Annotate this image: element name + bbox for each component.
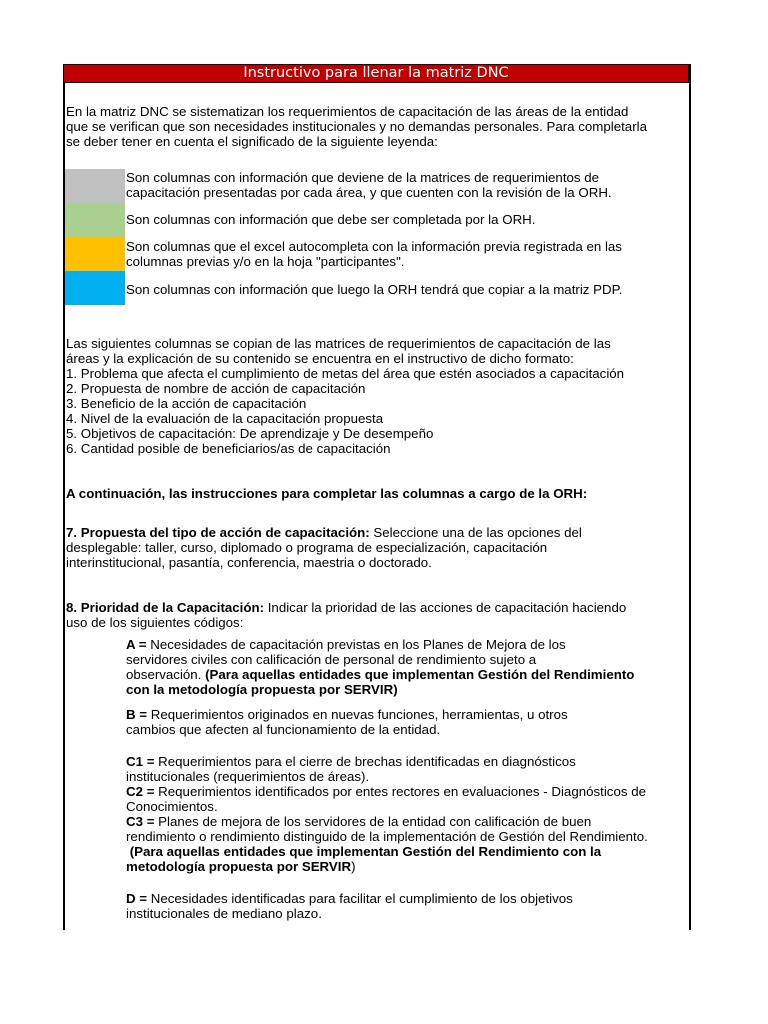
code-a-label: A =	[126, 637, 147, 652]
code-a-note: (Para aquellas entidades que implementan Gestión del Rendimiento	[205, 667, 635, 682]
item7-line: interinstitucional, pasantía, conferencia, maestria o doctorado.	[66, 555, 432, 570]
legend-text: Son columnas con información que luego la ORH tendrá que copiar a la matriz PDP.	[126, 282, 623, 297]
copied-intro-line: áreas y la explicación de su contenido se encuentra en el instructivo de dicho formato:	[66, 351, 574, 366]
legend-text: Son columnas que el excel autocompleta con la información previa registrada en las	[126, 239, 622, 254]
code-a-text: observación.	[126, 667, 206, 682]
code-c3-note: metodología propuesta por SERVIR	[126, 859, 352, 874]
item7-line: desplegable: taller, curso, diplomado o programa de especialización, capacitación	[66, 540, 548, 555]
orh-heading-text: A continuación, las instrucciones para completar las columnas a cargo de la ORH:	[66, 486, 588, 501]
page-title: Instructivo para llenar la matriz DNC	[63, 64, 689, 83]
copied-intro-line: Las siguientes columnas se copian de las matrices de requerimientos de capacitación de las	[66, 336, 611, 351]
code-c3-line	[126, 844, 601, 859]
item7-title: 7. Propuesta del tipo de acción de capacitación:	[66, 525, 370, 540]
code-c1-text: Requerimientos para el cierre de brechas identificadas en diagnósticos	[154, 754, 576, 769]
legend-text: Son columnas con información que deviene de la matrices de requerimientos de	[126, 170, 600, 185]
copied-item: 6. Cantidad posible de beneficiarios/as de capacitación	[66, 441, 391, 456]
code-d-text: Necesidades identificadas para facilitar el cumplimiento de los objetivos	[147, 891, 573, 906]
code-c3-label: C3 =	[126, 814, 155, 829]
code-c2-line	[126, 784, 646, 799]
legend-swatch-green	[65, 203, 125, 237]
code-b-text: Requerimientos originados en nuevas funciones, herramientas, u otros	[147, 707, 568, 722]
legend-text: columnas previas y/o en la hoja "participantes".	[126, 254, 405, 269]
code-c2-line: Conocimientos.	[126, 799, 218, 814]
code-d-label: D =	[126, 891, 148, 906]
item8-title: 8. Prioridad de la Capacitación:	[66, 600, 265, 615]
code-d-line: institucionales de mediano plazo.	[126, 906, 322, 921]
code-c3-text: Planes de mejora de los servidores de la entidad con calificación de buen	[154, 814, 592, 829]
code-c3-line: rendimiento o rendimiento distinguido de la implementación de Gestión del Rendimiento.	[126, 829, 648, 844]
item7-line	[66, 525, 582, 540]
intro-line: se deber tener en cuenta el significado de la siguiente leyenda:	[66, 134, 438, 149]
intro-line: En la matriz DNC se sistematizan los requerimientos de capacitación de las áreas de la entidad	[66, 104, 629, 119]
code-c2-label: C2 =	[126, 784, 155, 799]
code-c1-line	[126, 754, 576, 769]
legend-swatch-blue	[65, 271, 125, 305]
code-a-line	[126, 682, 398, 697]
code-c3-line	[126, 859, 356, 874]
item8-line	[66, 600, 626, 615]
copied-item: 4. Nivel de la evaluación de la capacitación propuesta	[66, 411, 384, 426]
code-c2-text: Requerimientos identificados por entes rectores en evaluaciones - Diagnósticos de	[154, 784, 646, 799]
item8-text: Indicar la prioridad de las acciones de capacitación haciendo	[264, 600, 627, 615]
legend-text: Son columnas con información que debe ser completada por la ORH.	[126, 212, 536, 227]
code-a-line: servidores civiles con calificación de personal de rendimiento sujeto a	[126, 652, 537, 667]
copied-item: 1. Problema que afecta el cumplimiento de metas del área que estén asociados a capacitación	[66, 366, 625, 381]
code-c3-note: (Para aquellas entidades que implementan Gestión del Rendimiento con la	[129, 844, 602, 859]
code-b-line: cambios que afecten al funcionamiento de la entidad.	[126, 722, 441, 737]
item8-line: uso de los siguientes códigos:	[66, 615, 244, 630]
copied-item: 5. Objetivos de capacitación: De aprendizaje y De desempeño	[66, 426, 434, 441]
code-b-label: B =	[126, 707, 148, 722]
copied-item: 3. Beneficio de la acción de capacitación	[66, 396, 307, 411]
orh-heading	[66, 486, 587, 501]
code-a-note: con la metodología propuesta por SERVIR)	[126, 682, 398, 697]
code-b-line	[126, 707, 568, 722]
legend-swatch-gray	[65, 169, 125, 203]
copied-item: 2. Propuesta de nombre de acción de capacitación	[66, 381, 366, 396]
code-d-line	[126, 891, 573, 906]
code-a-text: Necesidades de capacitación previstas en los Planes de Mejora de los	[146, 637, 566, 652]
intro-line: que se verifican que son necesidades institucionales y no demandas personales. Para completarla	[66, 119, 647, 134]
legend-text: capacitación presentadas por cada área, y que cuenten con la revisión de la ORH.	[126, 185, 612, 200]
code-a-line	[126, 637, 566, 652]
item7-text: Seleccione una de las opciones del	[369, 525, 582, 540]
code-c1-label: C1 =	[126, 754, 155, 769]
code-c1-line: institucionales (requerimientos de áreas).	[126, 769, 370, 784]
code-c3-line	[126, 814, 591, 829]
code-a-line	[126, 667, 634, 682]
code-c3-text: )	[351, 859, 356, 874]
legend-swatch-orange	[65, 237, 125, 271]
